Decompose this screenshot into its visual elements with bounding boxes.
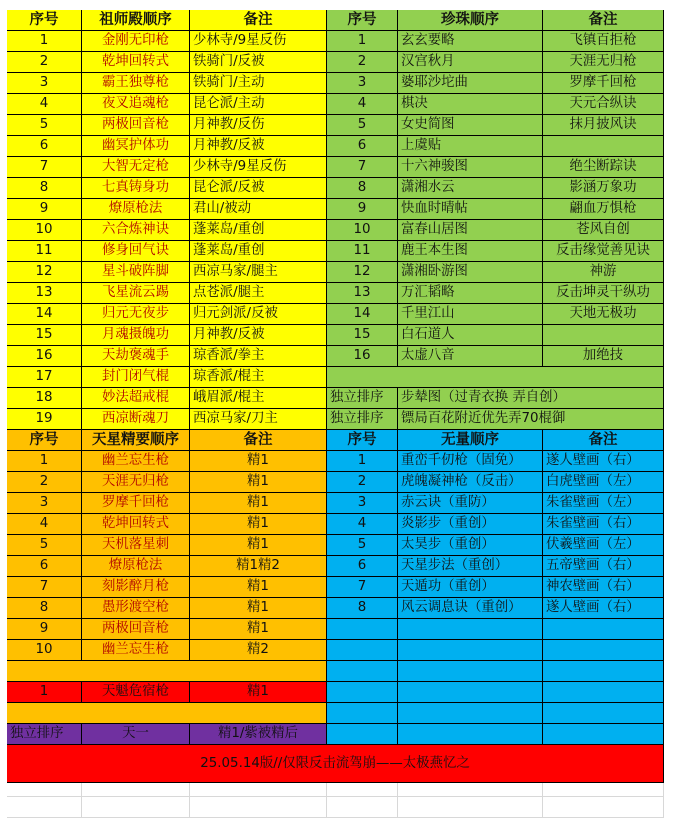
zhenzhu-independent-label: 独立排序: [327, 388, 398, 409]
zhenzhu-note-cell: 反击坤灵干纵功: [543, 283, 664, 304]
wuliang-index-cell: 8: [327, 598, 398, 619]
zhenzhu-note-cell: 苍风自创: [543, 220, 664, 241]
zushi-index-cell: 6: [7, 136, 82, 157]
zushi-note-cell: 君山/被动: [190, 199, 327, 220]
tianxing-red-index: 1: [7, 682, 82, 703]
tianxing-purple-skill: 天一: [82, 724, 190, 745]
wuliang-note-cell: 神农壁画（右）: [543, 577, 664, 598]
tianxing-header-cell: 备注: [190, 430, 327, 451]
zushi-note-cell: 点苍派/腿主: [190, 283, 327, 304]
zushi-note-cell: 西凉马家/腿主: [190, 262, 327, 283]
zushi-skill-cell: 夜叉追魂枪: [82, 94, 190, 115]
zhenzhu-item-cell: 千里江山: [398, 304, 543, 325]
wuliang-index-cell: 4: [327, 514, 398, 535]
zushi-skill-cell: 天劫褒魂手: [82, 346, 190, 367]
tianxing-index-cell: 1: [7, 451, 82, 472]
zushi-note-cell: 月神教/反伤: [190, 115, 327, 136]
wuliang-note-cell: 遂人壁画（右）: [543, 451, 664, 472]
wuliang-note-cell: 白虎壁画（左）: [543, 472, 664, 493]
zhenzhu-index-cell: 10: [327, 220, 398, 241]
zushi-index-cell: 3: [7, 73, 82, 94]
wuliang-skill-cell: [398, 724, 543, 745]
tianxing-empty-row: [7, 703, 327, 724]
tianxing-note-cell: 精1: [190, 472, 327, 493]
empty-grid-cell: [7, 797, 82, 818]
tianxing-note-cell: 精1: [190, 493, 327, 514]
zhenzhu-note-cell: 天地无极功: [543, 304, 664, 325]
zhenzhu-note-cell: [543, 136, 664, 157]
zushi-skill-cell: 大智无定枪: [82, 157, 190, 178]
zushi-index-cell: 1: [7, 31, 82, 52]
zushi-note-cell: 铁骑门/主动: [190, 73, 327, 94]
tianxing-empty-row: [7, 661, 327, 682]
zhenzhu-index-cell: 11: [327, 241, 398, 262]
tianxing-note-cell: 精1: [190, 514, 327, 535]
zushi-skill-cell: 金刚无印枪: [82, 31, 190, 52]
zhenzhu-item-cell: 鹿王本生图: [398, 241, 543, 262]
empty-grid-cell: [398, 797, 543, 818]
zhenzhu-item-cell: 白石道人: [398, 325, 543, 346]
zushi-note-cell: 月神教/反被: [190, 325, 327, 346]
zhenzhu-independent-text: 步辇图（过青衣换 弄自创）: [398, 388, 664, 409]
zhenzhu-item-cell: 快血时晴帖: [398, 199, 543, 220]
zushi-index-cell: 4: [7, 94, 82, 115]
empty-grid-cell: [543, 797, 664, 818]
zhenzhu-note-cell: 神游: [543, 262, 664, 283]
wuliang-index-cell: [327, 661, 398, 682]
zhenzhu-index-cell: 8: [327, 178, 398, 199]
zhenzhu-item-cell: 汉宫秋月: [398, 52, 543, 73]
tianxing-index-cell: 5: [7, 535, 82, 556]
zushi-index-cell: 12: [7, 262, 82, 283]
wuliang-note-cell: [543, 703, 664, 724]
tianxing-skill-cell: 幽兰忘生枪: [82, 451, 190, 472]
tianxing-note-cell: 精1: [190, 598, 327, 619]
zhenzhu-index-cell: 3: [327, 73, 398, 94]
zhenzhu-note-cell: 翩血万惧枪: [543, 199, 664, 220]
zushi-header-cell: 备注: [190, 10, 327, 31]
zushi-index-cell: 17: [7, 367, 82, 388]
zhenzhu-index-cell: 2: [327, 52, 398, 73]
zushi-skill-cell: 乾坤回转式: [82, 52, 190, 73]
zushi-note-cell: 蓬莱岛/重创: [190, 241, 327, 262]
zhenzhu-index-cell: 5: [327, 115, 398, 136]
empty-grid-cell: [190, 797, 327, 818]
zhenzhu-index-cell: 4: [327, 94, 398, 115]
tianxing-skill-cell: 乾坤回转式: [82, 514, 190, 535]
tianxing-index-cell: 6: [7, 556, 82, 577]
zushi-skill-cell: 幽冥护体功: [82, 136, 190, 157]
zushi-skill-cell: 燎原枪法: [82, 199, 190, 220]
zushi-skill-cell: 修身回气诀: [82, 241, 190, 262]
wuliang-header-cell: 序号: [327, 430, 398, 451]
tianxing-index-cell: 2: [7, 472, 82, 493]
wuliang-skill-cell: [398, 619, 543, 640]
zhenzhu-item-cell: 富春山居图: [398, 220, 543, 241]
zhenzhu-item-cell: 玄玄要略: [398, 31, 543, 52]
zushi-note-cell: 归元剑派/反被: [190, 304, 327, 325]
tianxing-note-cell: 精1: [190, 535, 327, 556]
zushi-index-cell: 7: [7, 157, 82, 178]
wuliang-skill-cell: 太昊步（重创）: [398, 535, 543, 556]
wuliang-skill-cell: 风云调息诀（重创）: [398, 598, 543, 619]
tianxing-purple-note: 精1/紫被精后: [190, 724, 327, 745]
wuliang-skill-cell: 重峦千仞枪（固免）: [398, 451, 543, 472]
zhenzhu-item-cell: 万汇韬略: [398, 283, 543, 304]
tianxing-index-cell: 7: [7, 577, 82, 598]
zushi-skill-cell: 月魂摄魄功: [82, 325, 190, 346]
zushi-skill-cell: 归元无夜步: [82, 304, 190, 325]
zhenzhu-note-cell: 飞镇百拒枪: [543, 31, 664, 52]
tianxing-header-cell: 序号: [7, 430, 82, 451]
footer-banner: 25.05.14版//仅限反击流驾崩——太极燕忆之: [7, 745, 664, 783]
tianxing-skill-cell: 天涯无归枪: [82, 472, 190, 493]
zushi-skill-cell: 两极回音枪: [82, 115, 190, 136]
zushi-note-cell: 西凉马家/刀主: [190, 409, 327, 430]
zushi-header-cell: 序号: [7, 10, 82, 31]
wuliang-note-cell: 朱雀壁画（右）: [543, 514, 664, 535]
zushi-skill-cell: 星斗破阵脚: [82, 262, 190, 283]
zushi-index-cell: 2: [7, 52, 82, 73]
zhenzhu-note-cell: 影涵万象功: [543, 178, 664, 199]
tianxing-purple-label: 独立排序: [7, 724, 82, 745]
zushi-index-cell: 8: [7, 178, 82, 199]
wuliang-index-cell: 5: [327, 535, 398, 556]
zushi-note-cell: 月神教/反被: [190, 136, 327, 157]
wuliang-skill-cell: 赤云诀（重防）: [398, 493, 543, 514]
wuliang-note-cell: [543, 682, 664, 703]
wuliang-index-cell: [327, 640, 398, 661]
tianxing-header-cell: 天星精要顺序: [82, 430, 190, 451]
wuliang-skill-cell: 天遁功（重创）: [398, 577, 543, 598]
wuliang-index-cell: 7: [327, 577, 398, 598]
tianxing-skill-cell: 刻影醉月枪: [82, 577, 190, 598]
zhenzhu-index-cell: 6: [327, 136, 398, 157]
zhenzhu-item-cell: 上虞贴: [398, 136, 543, 157]
zhenzhu-note-cell: 抹月披风诀: [543, 115, 664, 136]
tianxing-index-cell: 10: [7, 640, 82, 661]
zushi-skill-cell: 七真铸身功: [82, 178, 190, 199]
wuliang-note-cell: 伏羲壁画（左）: [543, 535, 664, 556]
zushi-index-cell: 16: [7, 346, 82, 367]
zhenzhu-item-cell: 十六神骏图: [398, 157, 543, 178]
zhenzhu-index-cell: 16: [327, 346, 398, 367]
zushi-index-cell: 14: [7, 304, 82, 325]
zhenzhu-index-cell: 14: [327, 304, 398, 325]
zushi-note-cell: 少林寺/9星反伤: [190, 31, 327, 52]
zushi-skill-cell: 妙法超戒棍: [82, 388, 190, 409]
tianxing-red-note: 精1: [190, 682, 327, 703]
zushi-skill-cell: 封门闭气棍: [82, 367, 190, 388]
zhenzhu-independent-text: 镖局百花附近优先弄70棍御: [398, 409, 664, 430]
tianxing-note-cell: 精2: [190, 640, 327, 661]
zushi-note-cell: 蓬莱岛/重创: [190, 220, 327, 241]
wuliang-index-cell: 2: [327, 472, 398, 493]
tianxing-skill-cell: 燎原枪法: [82, 556, 190, 577]
wuliang-note-cell: 五帝壁画（右）: [543, 556, 664, 577]
zushi-index-cell: 11: [7, 241, 82, 262]
zushi-header-cell: 祖师殿顺序: [82, 10, 190, 31]
tianxing-note-cell: 精1: [190, 451, 327, 472]
tianxing-index-cell: 3: [7, 493, 82, 514]
zushi-index-cell: 19: [7, 409, 82, 430]
wuliang-note-cell: 朱雀壁画（左）: [543, 493, 664, 514]
zhenzhu-note-cell: 天涯无归枪: [543, 52, 664, 73]
tianxing-skill-cell: 愚形渡空枪: [82, 598, 190, 619]
zushi-index-cell: 15: [7, 325, 82, 346]
zushi-skill-cell: 霸王独尊枪: [82, 73, 190, 94]
zhenzhu-header-cell: 序号: [327, 10, 398, 31]
wuliang-index-cell: [327, 682, 398, 703]
wuliang-skill-cell: 炎影步（重创）: [398, 514, 543, 535]
tianxing-note-cell: 精1精2: [190, 556, 327, 577]
wuliang-note-cell: 遂人壁画（右）: [543, 598, 664, 619]
zhenzhu-item-cell: 棋决: [398, 94, 543, 115]
wuliang-index-cell: [327, 703, 398, 724]
wuliang-skill-cell: 虎魄凝神枪（反击）: [398, 472, 543, 493]
tianxing-note-cell: 精1: [190, 577, 327, 598]
zushi-skill-cell: 六合炼神诀: [82, 220, 190, 241]
tianxing-skill-cell: 幽兰忘生枪: [82, 640, 190, 661]
tianxing-skill-cell: 罗摩千回枪: [82, 493, 190, 514]
wuliang-skill-cell: [398, 640, 543, 661]
zhenzhu-note-cell: 绝尘断踪诀: [543, 157, 664, 178]
tianxing-skill-cell: 两极回音枪: [82, 619, 190, 640]
wuliang-index-cell: [327, 619, 398, 640]
zushi-note-cell: 昆仑派/主动: [190, 94, 327, 115]
wuliang-note-cell: [543, 640, 664, 661]
zhenzhu-note-cell: 罗摩千回枪: [543, 73, 664, 94]
zushi-index-cell: 10: [7, 220, 82, 241]
zushi-note-cell: 峨眉派/棍主: [190, 388, 327, 409]
zhenzhu-independent-label: 独立排序: [327, 409, 398, 430]
zhenzhu-note-cell: [543, 325, 664, 346]
tianxing-skill-cell: 天机落星刺: [82, 535, 190, 556]
tianxing-index-cell: 4: [7, 514, 82, 535]
wuliang-skill-cell: [398, 682, 543, 703]
empty-grid-cell: [327, 797, 398, 818]
wuliang-skill-cell: 天星步法（重创）: [398, 556, 543, 577]
wuliang-index-cell: [327, 724, 398, 745]
wuliang-skill-cell: [398, 703, 543, 724]
wuliang-header-cell: 备注: [543, 430, 664, 451]
wuliang-note-cell: [543, 661, 664, 682]
zushi-index-cell: 18: [7, 388, 82, 409]
zhenzhu-item-cell: 女史简图: [398, 115, 543, 136]
zushi-index-cell: 5: [7, 115, 82, 136]
zhenzhu-index-cell: 1: [327, 31, 398, 52]
zushi-note-cell: 铁骑门/反被: [190, 52, 327, 73]
zhenzhu-index-cell: 12: [327, 262, 398, 283]
zushi-index-cell: 9: [7, 199, 82, 220]
wuliang-index-cell: 3: [327, 493, 398, 514]
zhenzhu-note-cell: 反击缘觉善见诀: [543, 241, 664, 262]
zhenzhu-item-cell: 婆耶沙坨曲: [398, 73, 543, 94]
zushi-index-cell: 13: [7, 283, 82, 304]
zushi-note-cell: 琼香派/棍主: [190, 367, 327, 388]
zhenzhu-index-cell: 9: [327, 199, 398, 220]
zhenzhu-index-cell: 7: [327, 157, 398, 178]
zushi-skill-cell: 西凉断魂刀: [82, 409, 190, 430]
zushi-note-cell: 琼香派/拳主: [190, 346, 327, 367]
zhenzhu-item-cell: 太虚八音: [398, 346, 543, 367]
zhenzhu-item-cell: 潇湘卧游图: [398, 262, 543, 283]
zushi-skill-cell: 飞星流云踢: [82, 283, 190, 304]
zhenzhu-header-cell: 珍珠顺序: [398, 10, 543, 31]
tianxing-index-cell: 9: [7, 619, 82, 640]
zhenzhu-note-cell: 加绝技: [543, 346, 664, 367]
wuliang-note-cell: [543, 619, 664, 640]
zushi-note-cell: 少林寺/9星反伤: [190, 157, 327, 178]
tianxing-note-cell: 精1: [190, 619, 327, 640]
zhenzhu-empty-row: [327, 367, 664, 388]
zhenzhu-index-cell: 15: [327, 325, 398, 346]
zhenzhu-index-cell: 13: [327, 283, 398, 304]
zhenzhu-item-cell: 潇湘水云: [398, 178, 543, 199]
zushi-note-cell: 昆仑派/反被: [190, 178, 327, 199]
tianxing-index-cell: 8: [7, 598, 82, 619]
empty-grid-cell: [82, 797, 190, 818]
zhenzhu-header-cell: 备注: [543, 10, 664, 31]
wuliang-index-cell: 1: [327, 451, 398, 472]
wuliang-index-cell: 6: [327, 556, 398, 577]
zhenzhu-note-cell: 天元合纵诀: [543, 94, 664, 115]
wuliang-skill-cell: [398, 661, 543, 682]
wuliang-header-cell: 无量顺序: [398, 430, 543, 451]
wuliang-note-cell: [543, 724, 664, 745]
tianxing-red-skill: 天魁危宿枪: [82, 682, 190, 703]
